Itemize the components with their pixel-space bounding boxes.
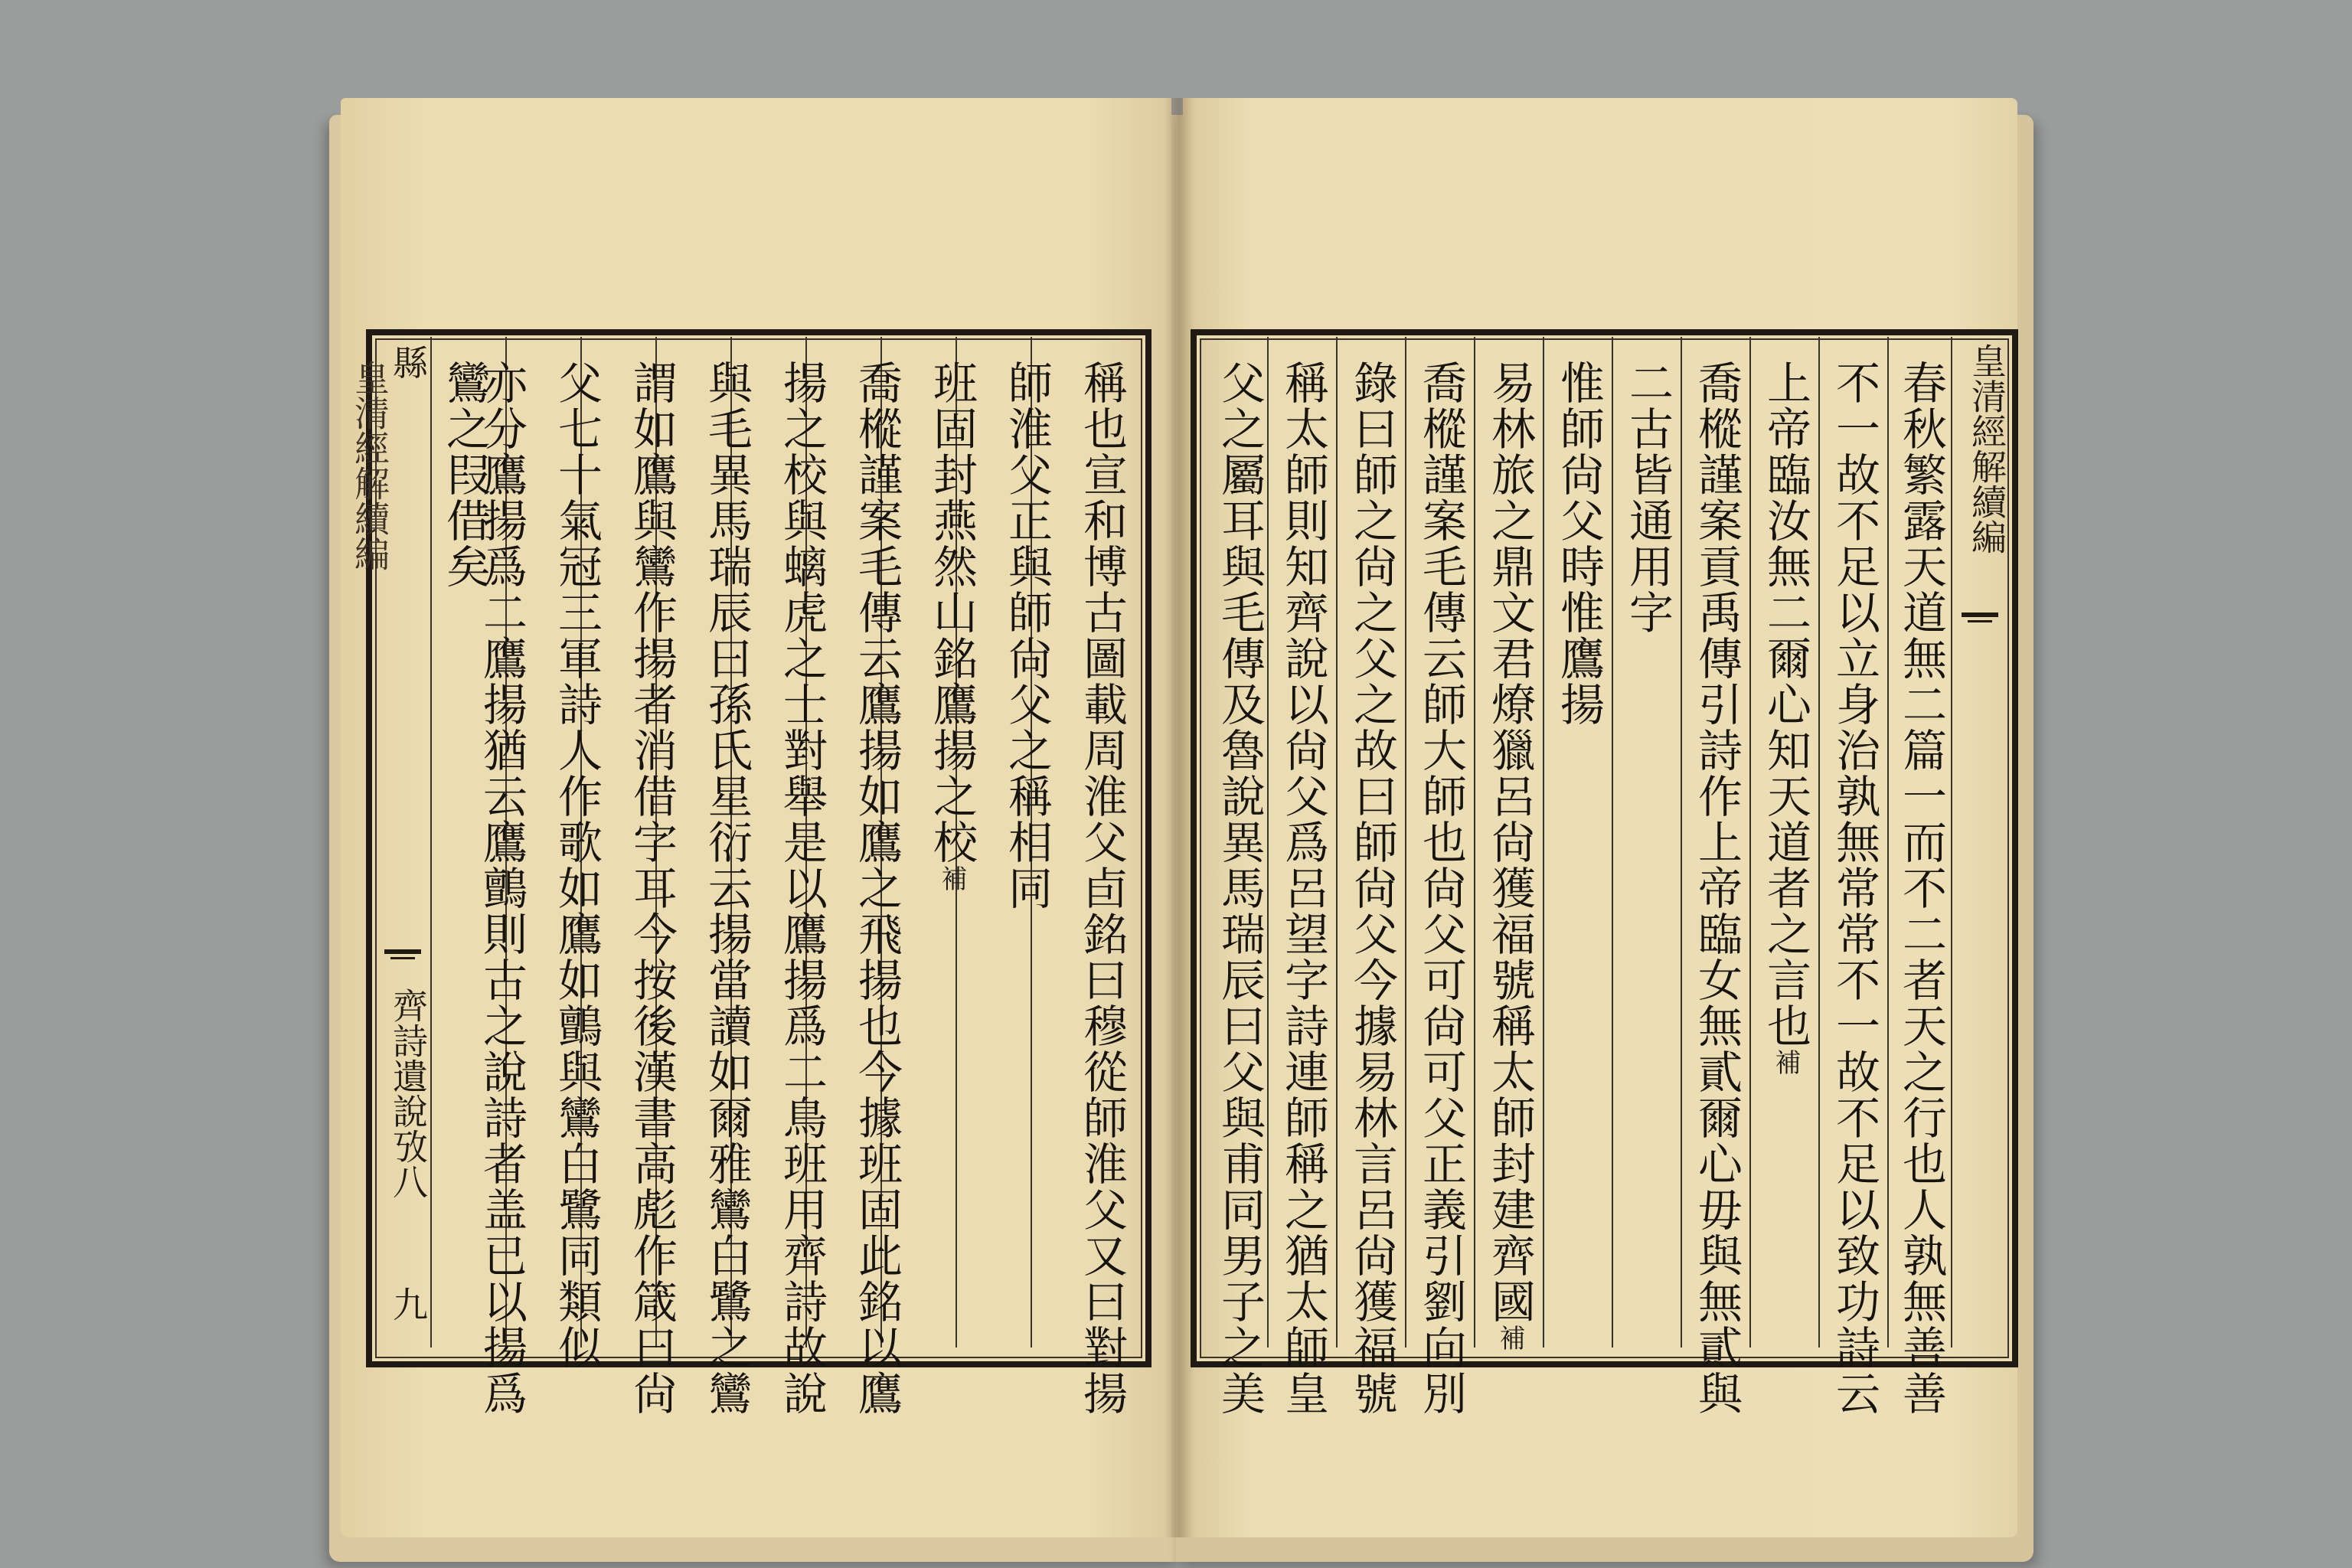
text-column: 喬樅謹案毛傳云師大師也尙父可尙可父正義引劉向別 (1415, 360, 1467, 1416)
text-column: 惟師尙父時惟鷹揚 (1553, 360, 1605, 727)
text-column: 喬樅謹案毛傳云鷹揚如鷹之飛揚也今據班固此銘以鷹 (851, 360, 903, 1416)
text-column: 父之屬耳與毛傳及魯說異馬瑞辰曰父與甫同男子之美 (1214, 360, 1266, 1416)
column-rule (1951, 337, 1952, 1348)
column-rule (430, 337, 432, 1348)
margin-series-title: 皇清經解續編 (1966, 343, 2007, 554)
text-column (926, 360, 978, 1340)
margin-bottom-text: 縣 (387, 345, 429, 380)
fish-tail-mark (1962, 612, 1998, 634)
text-column (1759, 360, 1811, 1340)
margin-section-title: 齊詩遺說攷八 (387, 988, 429, 1199)
text-column: 謂如鷹與鸞作揚者消借字耳今按後漢書高彪作箴曰尙 (626, 360, 678, 1416)
text-column: 春秋繁露天道無二篇一而不二者天之行也人孰無善善 (1895, 360, 1947, 1416)
margin-page-number: 九 (387, 1286, 429, 1321)
column-rule (1612, 337, 1613, 1348)
inline-note: 補 (1494, 1325, 1525, 1351)
text-column: 父七十氣冠三軍詩人作歌如鷹如鸇與鸞白鷺同類似 (550, 360, 603, 1370)
book-gutter (1164, 98, 1194, 1537)
right-margin-column (1952, 337, 2006, 1348)
text-column: 稱太師則知齊說以尙父爲呂望字詩連師稱之猶太師皇 (1277, 360, 1329, 1416)
column-rule (1405, 337, 1406, 1348)
text-column: 師淮父正與師尙父之稱相同 (1001, 360, 1053, 911)
column-rule (1681, 337, 1682, 1348)
text-column: 稱也宣和博古圖載周淮父卣銘曰穆從師淮父又曰對揚 (1076, 360, 1128, 1416)
text-column: 二古皆通用字 (1622, 360, 1674, 635)
text-column: 不一故不足以立身治孰無常常不一故不足以致功詩云 (1828, 360, 1880, 1416)
inline-note: 補 (936, 865, 967, 891)
text-column: 鸞之叚借矣 (439, 360, 491, 590)
text-column-main: 班固封燕然山銘鷹揚之校 (926, 360, 978, 865)
inline-note: 補 (1770, 1049, 1801, 1075)
fish-tail-mark (384, 949, 421, 971)
text-column-main: 上帝臨汝無二爾心知天道者之言也 (1759, 360, 1811, 1049)
text-column-main: 易林旅之鼎文君燎獵呂尙獲福號稱太師封建齊國 (1484, 360, 1536, 1325)
column-rule (1887, 337, 1889, 1348)
text-column: 喬樅謹案貢禹傳引詩作上帝臨女無貳爾心毋與無貳與 (1690, 360, 1743, 1416)
text-column: 錄曰師之尙之父之故曰師尙父今據易林言呂尙獲福號 (1346, 360, 1398, 1416)
column-rule (1818, 337, 1820, 1348)
column-rule (1749, 337, 1751, 1348)
text-column: 亦分鷹揚爲二鷹揚猶云鷹鸇則古之說詩者盖已以揚爲 (475, 360, 528, 1416)
margin-series-title: 皇清經解續編 (349, 360, 390, 571)
column-rule (1336, 337, 1338, 1348)
column-rule (1474, 337, 1475, 1348)
text-column: 與毛異馬瑞辰曰孫氏星衍云揚當讀如爾雅鸞白鷺之鸞 (701, 360, 753, 1416)
column-rule (1543, 337, 1544, 1348)
text-column: 揚之校與螭虎之士對舉是以鷹揚爲二鳥班用齊詩故說 (776, 360, 828, 1416)
text-column (1484, 360, 1536, 1351)
column-rule (1267, 337, 1269, 1348)
